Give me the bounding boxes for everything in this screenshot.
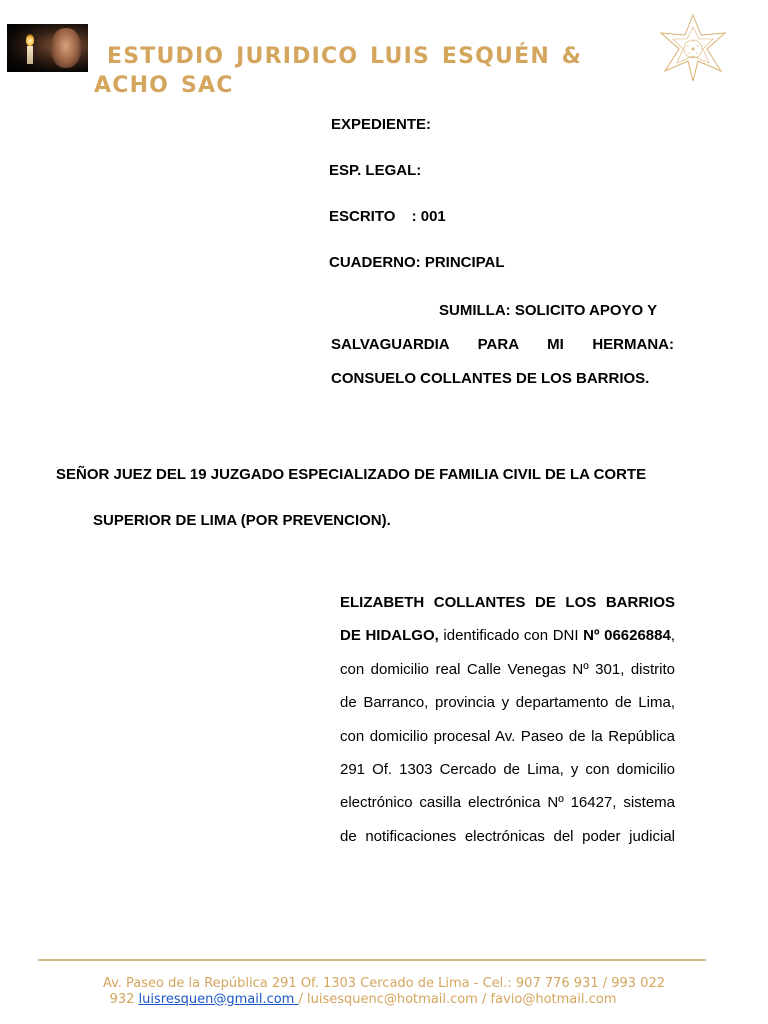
expediente-field: EXPEDIENTE: [331,116,432,133]
footer-other-emails: / luisesquenc@hotmail.com / favio@hotmail.com [298,991,617,1007]
star-emblem-icon [655,13,731,83]
footer-phone-tail: 932 [109,991,139,1007]
candle-flame [26,34,34,46]
sumilla-line1: SUMILLA: SOLICITO APOYO Y [439,302,658,319]
firm-name-line1: ESTUDIO JURIDICO LUIS ESQUÉN & ACHO [94,44,583,98]
addressee [56,452,696,544]
petitioner-name: ELIZABETH COLLANTES DE LOS BARRIOS DE HIDALGO, [340,594,675,645]
petitioner-paragraph [340,586,675,853]
email-link-luisresquen[interactable]: luisresquen@gmail.com [138,991,299,1007]
sumilla-rest: SALVAGUARDIA PARA MI HERMANA: CONSUELO COLLANTES DE LOS BARRIOS. [331,336,674,387]
firm-name-line2: SAC [180,73,234,98]
footer-divider [38,959,706,961]
dni-number: Nº 06626884 [583,627,671,645]
addressee-line2: SUPERIOR DE LIMA (POR PREVENCION). [93,512,391,529]
addressee-line1: SEÑOR JUEZ DEL 19 JUZGADO ESPECIALIZADO DE FAMILIA CIVIL DE LA CORTE [56,466,647,483]
escrito-value: : 001 [411,208,446,225]
esp-legal-field: ESP. LEGAL: [329,162,422,179]
escrito-label: ESCRITO [329,208,396,225]
dni-intro: identificado con DNI [438,627,584,645]
candle [27,46,33,64]
footer-address: Av. Paseo de la República 291 Of. 1303 Cercado de Lima - Cel.: 907 776 931 / 993 022 [102,976,666,991]
petitioner-details: , con domicilio real Calle Venegas Nº 301, distrito de Barranco, provincia y departamento de Lima, con domicilio procesal Av. Paseo de la República 291 Of. 1303 Cercado de Lima, y con domicilio electrónico casilla electrónica Nº 16427, sistema de notificaciones electrónicas del poder judicial [340,627,676,845]
footer [0,976,768,1007]
firm-name [94,42,654,100]
cuaderno-field: CUADERNO: PRINCIPAL [329,254,505,271]
sumilla [331,294,674,396]
escrito-field [329,208,446,225]
firm-logo-photo [7,24,88,72]
footer-contacts [0,992,726,1008]
child-face [51,28,81,68]
